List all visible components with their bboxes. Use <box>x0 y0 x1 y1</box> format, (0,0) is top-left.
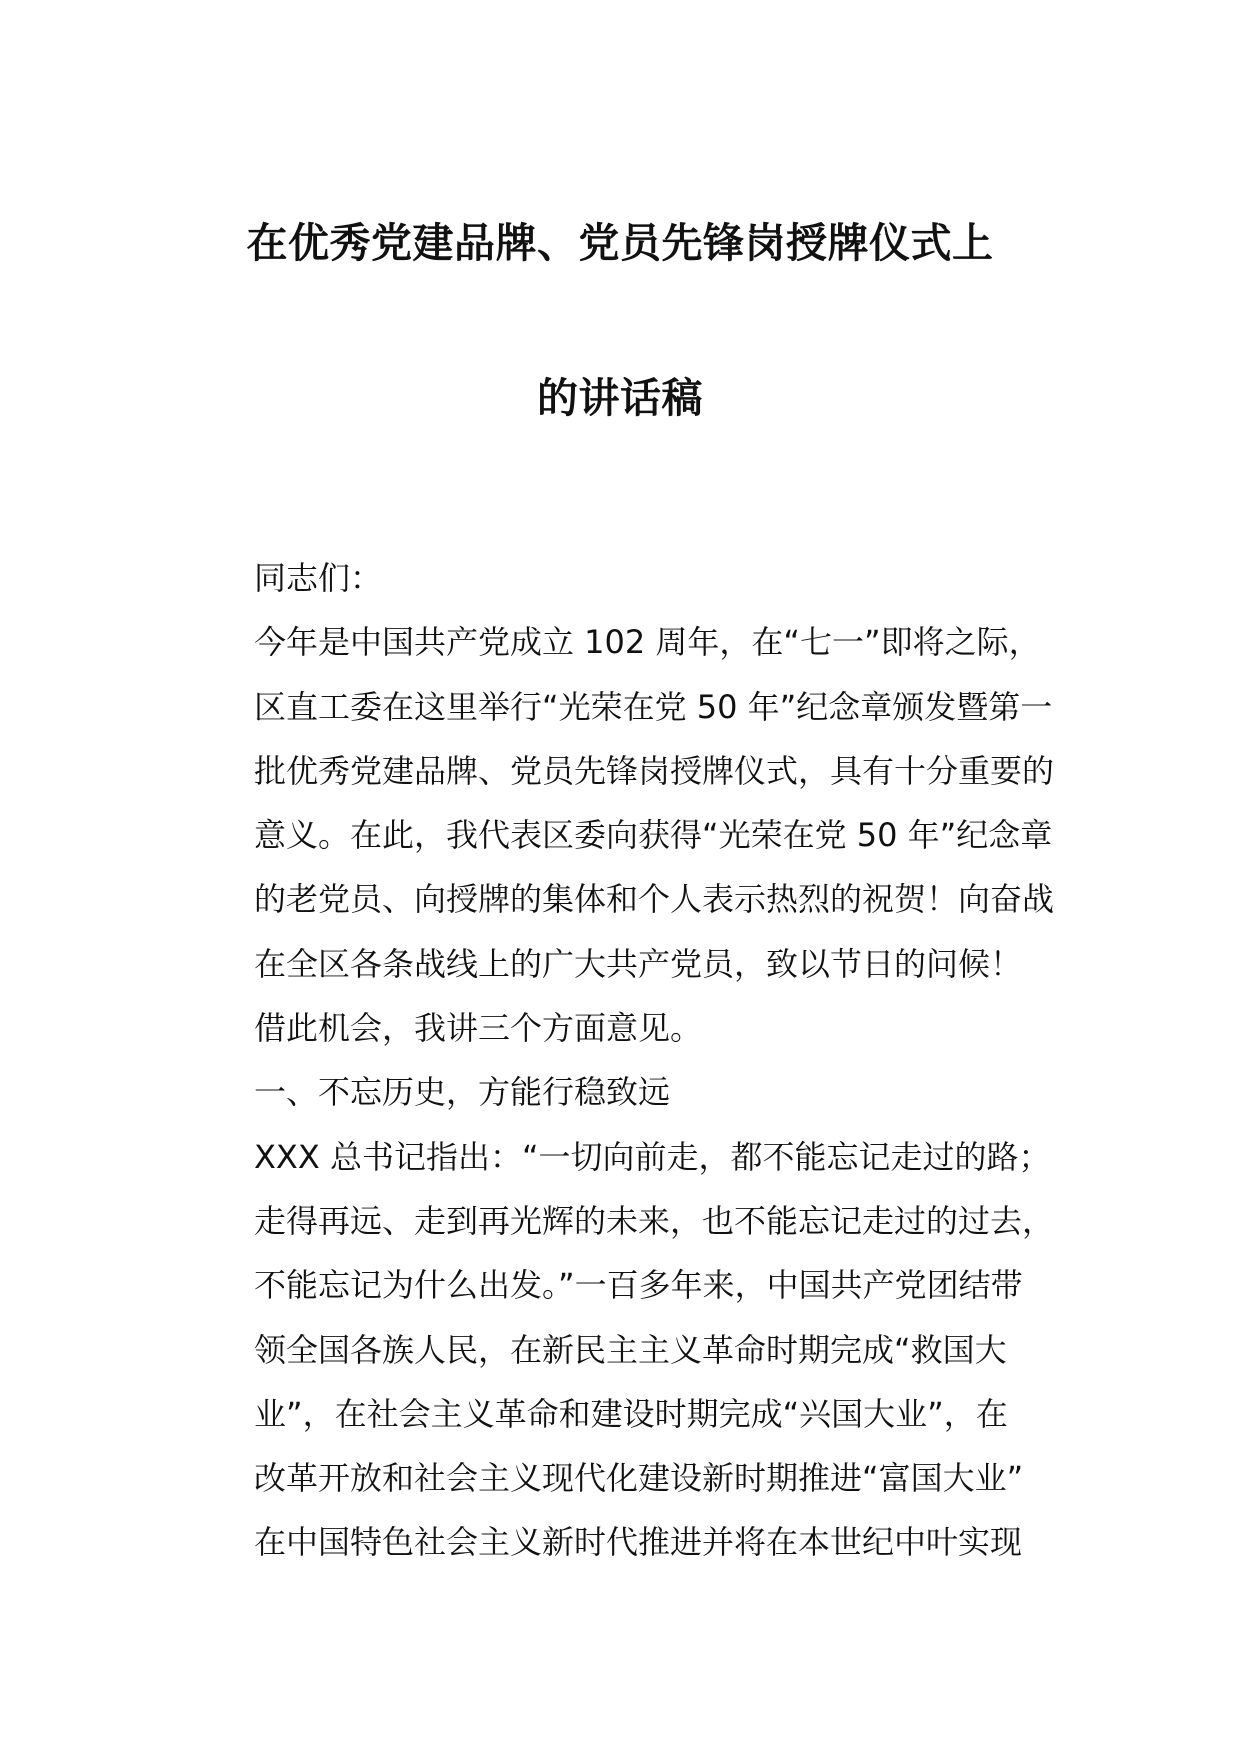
paragraph <box>188 610 1088 996</box>
paragraph-line: 领全国各族人民，在新民主主义革命时期完成“救国大 <box>254 1330 1007 1369</box>
paragraph-line: 今年是中国共产党成立 102 周年，在“七一”即将之际， <box>254 623 1041 662</box>
paragraph <box>188 1060 1088 1124</box>
paragraph <box>188 1125 1088 1575</box>
document-title-line-1: 在优秀党建品牌、党员先锋岗授牌仪式上 <box>246 219 994 267</box>
paragraph-line: 在全区各条战线上的广大共产党员，致以节日的问候！ <box>254 944 1023 983</box>
paragraph-line: 批优秀党建品牌、党员先锋岗授牌仪式，具有十分重要的 <box>254 751 1055 790</box>
paragraph-line: 业”，在社会主义革命和建设时期完成“兴国大业”，在 <box>254 1394 1008 1433</box>
document-body <box>188 546 1088 1575</box>
paragraph-line: 改革开放和社会主义现代化建设新时期推进“富国大业” <box>254 1459 1024 1498</box>
paragraph-line: 在中国特色社会主义新时代推进并将在本世纪中叶实现 <box>254 1523 1023 1562</box>
paragraph-line: 区直工委在这里举行“光荣在党 50 年”纪念章颁发暨第一 <box>254 687 1053 726</box>
paragraph <box>188 546 1088 610</box>
paragraph-line: 借此机会，我讲三个方面意见。 <box>254 1009 703 1048</box>
paragraph-line: 一、不忘历史，方能行稳致远 <box>254 1073 671 1112</box>
document-title-line-2: 的讲话稿 <box>537 374 703 422</box>
paragraph-line: 的老党员、向授牌的集体和个人表示热烈的祝贺！向奋战 <box>254 880 1055 919</box>
paragraph-line: 不能忘记为什么出发。”一百多年来，中国共产党团结带 <box>254 1266 1023 1305</box>
paragraph-line: XXX 总书记指出：“一切向前走，都不能忘记走过的路； <box>254 1137 1051 1176</box>
paragraph-line: 意义。在此，我代表区委向获得“光荣在党 50 年”纪念章 <box>254 816 1053 855</box>
paragraph <box>188 996 1088 1060</box>
paragraph-line: 同志们： <box>254 559 383 597</box>
paragraph-line: 走得再远、走到再光辉的未来，也不能忘记走过的过去， <box>254 1201 1055 1240</box>
